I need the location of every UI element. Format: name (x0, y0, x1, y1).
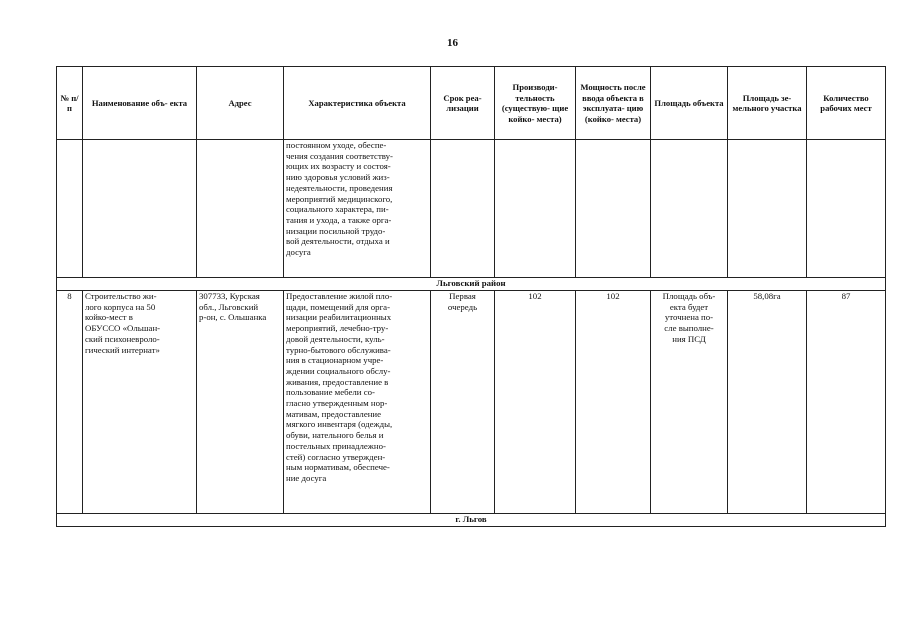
capacity-after: 102 (576, 291, 651, 514)
row-number: 8 (57, 291, 83, 514)
section-title-city: г. Льгов (57, 514, 886, 527)
header-address: Адрес (197, 67, 284, 140)
table-row (57, 291, 886, 514)
header-object-area: Площадь объекта (651, 67, 728, 140)
header-land-area: Площадь зе- мельного участка (728, 67, 807, 140)
header-capacity-after: Мощность после ввода объекта в эксплуата- цию (койко- места) (576, 67, 651, 140)
section-row-district (57, 278, 886, 291)
header-jobs: Количество рабочих мест (807, 67, 886, 140)
continuation-characteristic: постоянном уходе, обеспе- чения создания соответству- ющих их возрасту и состоя- нию здоровья условий жиз- недеятельности, проведения мероприятий медицинского, социального характера, пи- тания и ухода, а также орга- низации посильной трудо- вой деятельности, отдыха и досуга (284, 140, 431, 278)
object-address: 307733, Курская обл., Льговский р-он, с. Ольшанка (197, 291, 284, 514)
implementation-term: Первая очередь (431, 291, 495, 514)
object-area: Площадь объ- екта будет уточнена по- сле выполне- ния ПСД (651, 291, 728, 514)
section-title-district: Льговский район (57, 278, 886, 291)
section-row-city (57, 514, 886, 527)
header-capacity-existing: Производи- тельность (существую- щие койко- места) (495, 67, 576, 140)
objects-table (56, 66, 886, 527)
header-term: Срок реа- лизации (431, 67, 495, 140)
header-number: № п/п (57, 67, 83, 140)
header-row (57, 67, 886, 140)
land-area: 58,08га (728, 291, 807, 514)
object-characteristic: Предоставление жилой пло- щади, помещений для орга- низации реабилитационных мероприятий, лечебно-тру- довой деятельности, куль- турно-бытового обслужива- ния в стационарном учре- ждении социального обслу- живания, предоставление в пользование мебели со- гласно утвержденным нор- мативам, предоставление мягкого инвентаря (одежды, обуви, нательного белья и постельных принадлежно- стей) согласно утвержден- ным нормативам, обеспече- ние досуга (284, 291, 431, 514)
capacity-existing: 102 (495, 291, 576, 514)
header-name: Наименование объ- екта (83, 67, 197, 140)
jobs-count: 87 (807, 291, 886, 514)
page-number: 16 (447, 37, 458, 49)
continuation-row (57, 140, 886, 278)
header-characteristic: Характеристика объекта (284, 67, 431, 140)
object-name: Строительство жи- лого корпуса на 50 койко-мест в ОБУССО «Ольшан- ский психоневроло- гический интернат» (83, 291, 197, 514)
